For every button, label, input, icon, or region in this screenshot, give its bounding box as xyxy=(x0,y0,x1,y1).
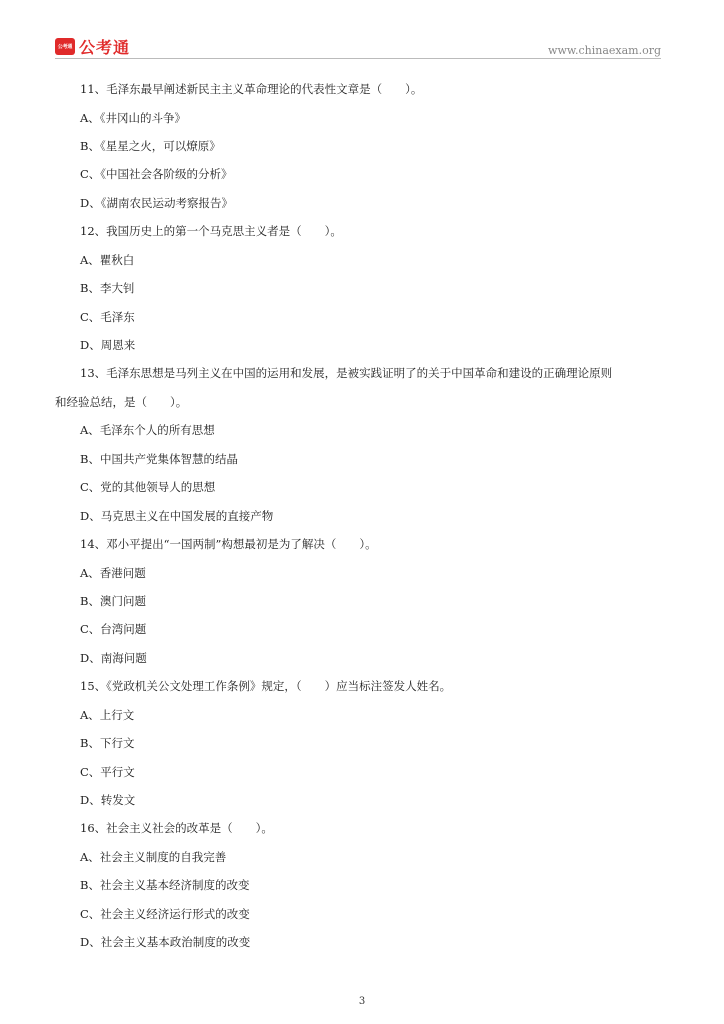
option: B、澳门问题 xyxy=(80,594,146,608)
option: C、《中国社会各阶级的分析》 xyxy=(80,167,233,181)
option: A、《井冈山的斗争》 xyxy=(80,111,187,125)
question-stem: 11、毛泽东最早阐述新民主主义革命理论的代表性文章是（ ）。 xyxy=(80,82,423,96)
option: B、社会主义基本经济制度的改变 xyxy=(80,878,250,892)
question-stem: 15、《党政机关公文处理工作条例》规定，（ ）应当标注签发人姓名。 xyxy=(80,679,452,693)
option: D、马克思主义在中国发展的直接产物 xyxy=(80,509,274,523)
option: D、南海问题 xyxy=(80,651,147,665)
option: B、下行文 xyxy=(80,736,135,750)
option: C、毛泽东 xyxy=(80,310,135,324)
logo-badge: 公考通 xyxy=(55,38,75,55)
option: A、上行文 xyxy=(80,708,135,722)
option: A、香港问题 xyxy=(80,566,146,580)
question-stem-continued: 和经验总结，是（ ）。 xyxy=(55,395,188,409)
option: A、社会主义制度的自我完善 xyxy=(80,850,227,864)
logo xyxy=(55,36,130,56)
question-stem: 14、邓小平提出“一国两制”构想最初是为了解决（ ）。 xyxy=(80,537,377,551)
question-stem: 16、社会主义社会的改革是（ ）。 xyxy=(80,821,273,835)
option: B、中国共产党集体智慧的结晶 xyxy=(80,452,238,466)
logo-text: 公考通 xyxy=(79,37,131,57)
question-stem: 13、毛泽东思想是马列主义在中国的运用和发展，是被实践证明了的关于中国革命和建设的正确理论原则 xyxy=(80,366,613,380)
option: D、《湖南农民运动考察报告》 xyxy=(80,196,233,210)
option: D、周恩来 xyxy=(80,338,136,352)
site-url: www.chinaexam.org xyxy=(548,44,661,57)
header-divider xyxy=(55,58,661,59)
option: D、转发文 xyxy=(80,793,136,807)
option: B、《星星之火，可以燎原》 xyxy=(80,139,221,153)
page-header xyxy=(0,0,724,60)
option: A、瞿秋白 xyxy=(80,253,135,267)
page-number: 3 xyxy=(358,996,366,1007)
option: D、社会主义基本政治制度的改变 xyxy=(80,935,251,949)
question-stem: 12、我国历史上的第一个马克思主义者是（ ）。 xyxy=(80,224,342,238)
option: B、李大钊 xyxy=(80,281,135,295)
option: C、台湾问题 xyxy=(80,622,147,636)
option: C、党的其他领导人的思想 xyxy=(80,480,216,494)
option: A、毛泽东个人的所有思想 xyxy=(80,423,215,437)
option: C、社会主义经济运行形式的改变 xyxy=(80,907,250,921)
option: C、平行文 xyxy=(80,765,135,779)
